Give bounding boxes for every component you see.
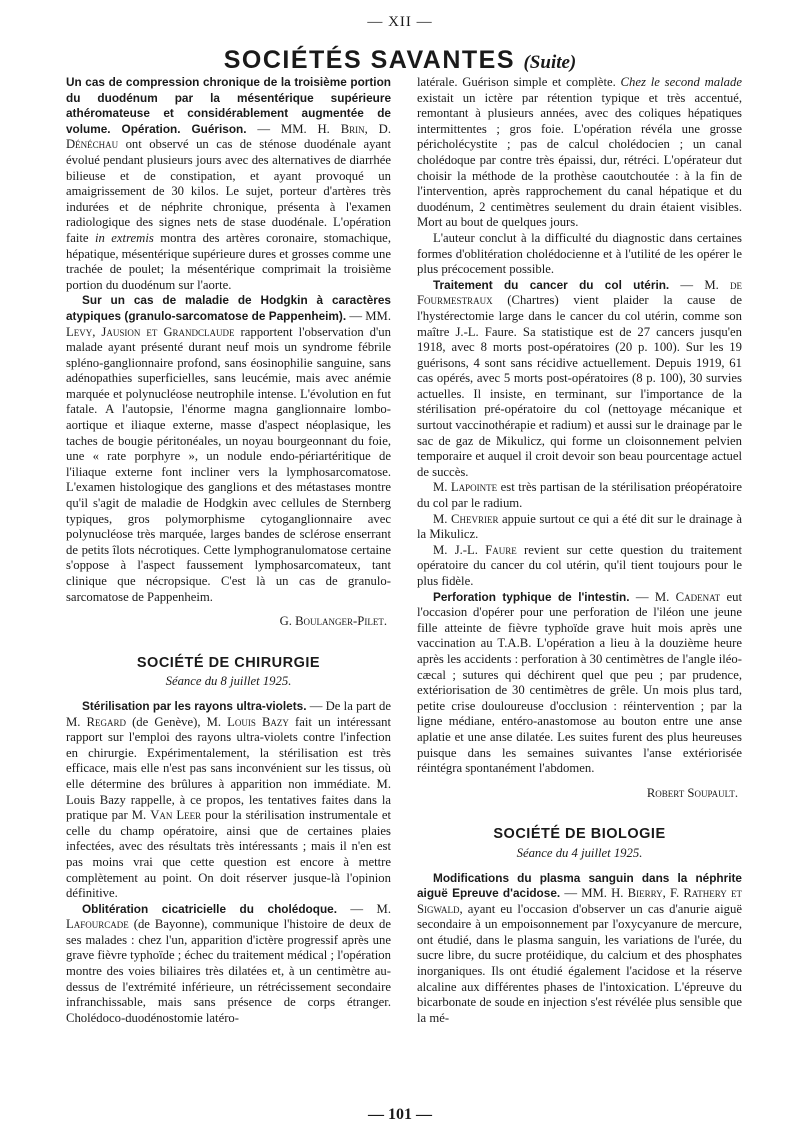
- article-title: Traitement du cancer du col utérin.: [433, 277, 670, 292]
- article-hodgkin: Sur un cas de maladie de Hodgkin à caractères atypiques (granulo-sarcomatose de Pappenheim). — MM. Levy, Jausion et Grandclaude rapportent l'observation d'un malade ayant présenté durant neuf mois un syndrome fébrile spléno-ganglionnaire profond, sans éosinophilie sanguine, sans adénopathies superficielles, sans leucémie, mais avec anémie marquée et polynucléose neutrophile intense. L'évolution en fut fatale. A l'autopsie, l'énorme magna ganglionnaire lombo-aortique et iliaque externe, masse d'aspect néoplasique, les taches de bougie péritonéales, un noyau bourgeonnant du foie, une « rate porphyre », un nodule endo-périartéritique de l'iliaque externe font incliner vers la lymphosarcomatose. L'examen histologique des ganglions et des métastases montre qu'il s'agit de maladie de Hodgkin avec cellules de Sternberg typiques, gros polymorphisme cytoganglionnaire avec polynucléose très marquée, larges bandes de sclérose enserrant de petits îlots nécrotiques. Cette lymphogranulomatose certaine s'oppose à l'aspect faussement lymphosarcomateux, tant clinique que nécropsique. C'est là un cas de granulo-sarcomatose de Pappenheim.: [66, 293, 391, 604]
- paragraph: L'auteur conclut à la difficulté du diagnostic dans certaines formes d'oblitération cholédocienne et à l'utilité de les opérer le plus précocement possible.: [417, 230, 742, 277]
- signature: G. Boulanger-Pilet.: [279, 614, 387, 629]
- page-number: — 101 —: [368, 1106, 432, 1123]
- article-choledoque-cont: latérale. Guérison simple et complète. Chez le second malade existait un ictère par rétention typique et très accentué, remontant à plusieurs années, avec des coliques hépatiques intermittentes ; gros foie. L'opération révéla une grosse péricholécystite ; pas de calcul cholédocien ; un canal cholédoque par contre très épaissi, dur, rétréci. L'opérateur dut choisir la méthode de la prothèse caoutchoutée : à la fin de l'intervention, après rapprochement du canal hépatique et du duodénum, 2 centimètres seulement du drain étaient visibles. Mort au bout de quelques jours.: [417, 75, 742, 230]
- article-cancer-col: Traitement du cancer du col utérin. — M. de Fourmestraux (Chartres) vient plaider la cause de l'hystérectomie large dans le cancer du col utérin, comme son maître J.-L. Faure. Sa statistique est de 27 cancers jusqu'en 1918, avec 8 morts post-opératoires (20 p. 100). Sur les 19 guérisons, 4 sont sans récidive actuellement. Depuis 1919, 61 cas opérés, avec 5 morts post-opératoires (8 p. 100), 30 survies actuelles. Il insiste, en terminant, sur l'importance de la stérilisation pré-opératoire du col (nettoyage mécanique et surtout vaccinothérapie et radium) et aussi sur le drainage par le sac de gaz de Mikulicz, qui forme un cloisonnement pelvien temporaire et auquel il croit devoir son beau pourcentage actuel de succès.: [417, 277, 742, 479]
- session-date: Séance du 4 juillet 1925.: [516, 845, 643, 860]
- article-uv: Stérilisation par les rayons ultra-violets. — De la part de M. Regard (de Genève), M. Louis Bazy fait un intéressant rapport sur l'emploi des rayons ultra-violets contre l'infection en chirurgie. Expérimentalement, la stérilisation est très efficace, mais elle n'est pas sans inconvénient sur les tissus, où elle détermine des brûlures à apparition non immédiate. M. Louis Bazy rappelle, à ce propos, les tentatives faites dans la pratique par M. Van Leer pour la stérilisation instrumentale et celle du champ opératoire, ainsi que de certaines plaies infectées, avec des résultats très intéressants ; mais il n'en est pas moins vrai que cette question est encore à mettre complètement au point. On doit réserver jusque-là l'opinion définitive.: [66, 698, 392, 901]
- authors: H. Brin, D. Dénéchau: [66, 121, 392, 152]
- page-title: [0, 46, 800, 75]
- section-heading-biologie: SOCIÉTÉ DE BIOLOGIE: [493, 826, 666, 843]
- right-column: [417, 75, 742, 1026]
- article-title: Un cas de compression chronique de la troisième portion du duodénum par la mésentérique supérieure athéromateuse et considérablement augmentée de volume. Opération. Guérison.: [66, 75, 391, 136]
- article-title: Perforation typhique de l'intestin.: [433, 589, 630, 604]
- section-heading-chirurgie: SOCIÉTÉ DE CHIRURGIE: [136, 654, 321, 671]
- discussion-faure: M. J.-L. Faure revient sur cette question du traitement opératoire du cancer du col utérin, qu'il tient toujours pour le plus fidèle.: [417, 542, 743, 588]
- article-title: Oblitération cicatricielle du cholédoque.: [82, 901, 337, 916]
- article-title: Modifications du plasma sanguin dans la néphrite aiguë Epreuve d'acidose.: [417, 870, 742, 901]
- article-title: Stérilisation par les rayons ultra-violets.: [82, 698, 307, 713]
- discussion-lapointe: M. Lapointe est très partisan de la stérilisation préopératoire du col par le radium.: [417, 480, 742, 511]
- article-plasma: Modifications du plasma sanguin dans la néphrite aiguë Epreuve d'acidose. — MM. H. Bierry, F. Rathery et Sigwald, ayant eu l'occasion d'observer un cas d'anurie aiguë secondaire à un empoisonnement par l'oxycyanure de mercure, ont étudié, dans le plasma sanguin, les variations de l'urée, du sucre libre, du sucre protéidique, du calcium et des phosphates inorganiques. Ils ont étudié également l'acidose et la réserve alcaline aux différentes phases de l'intoxication. L'épreuve du bicarbonate de soude en injection s'est révélée plus sensible que la mé-: [417, 870, 742, 1025]
- signature: Robert Soupault.: [646, 785, 738, 800]
- article-perforation: Perforation typhique de l'intestin. — M. Cadenat eut l'occasion d'opérer pour une perforation de l'iléon une jeune fille atteinte de fièvre typhoïde grave huit mois après une vaccination au T.A.B. L'opération a lieu à la douzième heure après les accidents : perforation à 30 centimètres de l'angle iléo-cæcal ; sutures qui déchirent quel que peu ; par prudence, extériorisation de 30 centimètres de grêle. Un mois plus tard, petite crise douloureuse d'occlusion : réintervention ; par la ligne médiane, entéro-anastomose au bouton entre une anse aplatie et une anse dilatée. Les suites furent des plus heureuses puisque dans les semaines suivantes l'anse extériorisée réintégra spontanément l'abdomen.: [417, 589, 742, 776]
- discussion-chevrier: M. Chevrier appuie surtout ce qui a été dit sur le drainage à la Mikulicz.: [417, 511, 742, 542]
- authors: Levy, Jausion et Grandclaude: [66, 324, 235, 339]
- article-choledoque: Oblitération cicatricielle du cholédoque. — M. Lafourcade (de Bayonne), communique l'histoire de deux de ses malades : chez l'un, apparition d'ictère progressif après une grave fièvre typhoïde ; échec du traitement médical ; l'opération montre des voies biliaires très dilatées et, à un centimètre au-dessus de l'extrémité inférieure, un rétrécissement secondaire infranchissable, mais sans présence de corps étranger. Cholédoco-duodénostomie latéro-: [66, 901, 391, 1025]
- article-duodenum: Un cas de compression chronique de la troisième portion du duodénum par la mésentérique supérieure athéromateuse et considérablement augmentée de volume. Opération. Guérison. — MM. H. Brin, D. Dénéchau ont observé un cas de sténose duodénale ayant évolué pendant plusieurs jours avec des alternatives de diarrhée bilieuse et de constipation, et ayant provoqué un amaigrissement de 30 kilos. Le sujet, porteur d'artères très indurées et de néphrite chronique, présenta à l'examen radiologique des signes nets de stase duodénale. L'opération faite in extremis montra des artères coronaire, stomachique, hépatique, mésentérique supérieure dures et grosses comme une trachée de poulet; la mésentérique comprimait la troisième portion du duodénum sur l'aorte.: [66, 75, 392, 292]
- section-title: SOCIÉTÉS SAVANTES: [223, 46, 516, 74]
- title-suffix: (Suite): [523, 52, 577, 73]
- page-roman-numeral: — XII —: [367, 14, 433, 30]
- session-date: Séance du 8 juillet 1925.: [165, 674, 292, 689]
- article-title: Sur un cas de maladie de Hodgkin à caractères atypiques (granulo-sarcomatose de Pappenheim).: [66, 293, 391, 323]
- left-column: [66, 75, 391, 1026]
